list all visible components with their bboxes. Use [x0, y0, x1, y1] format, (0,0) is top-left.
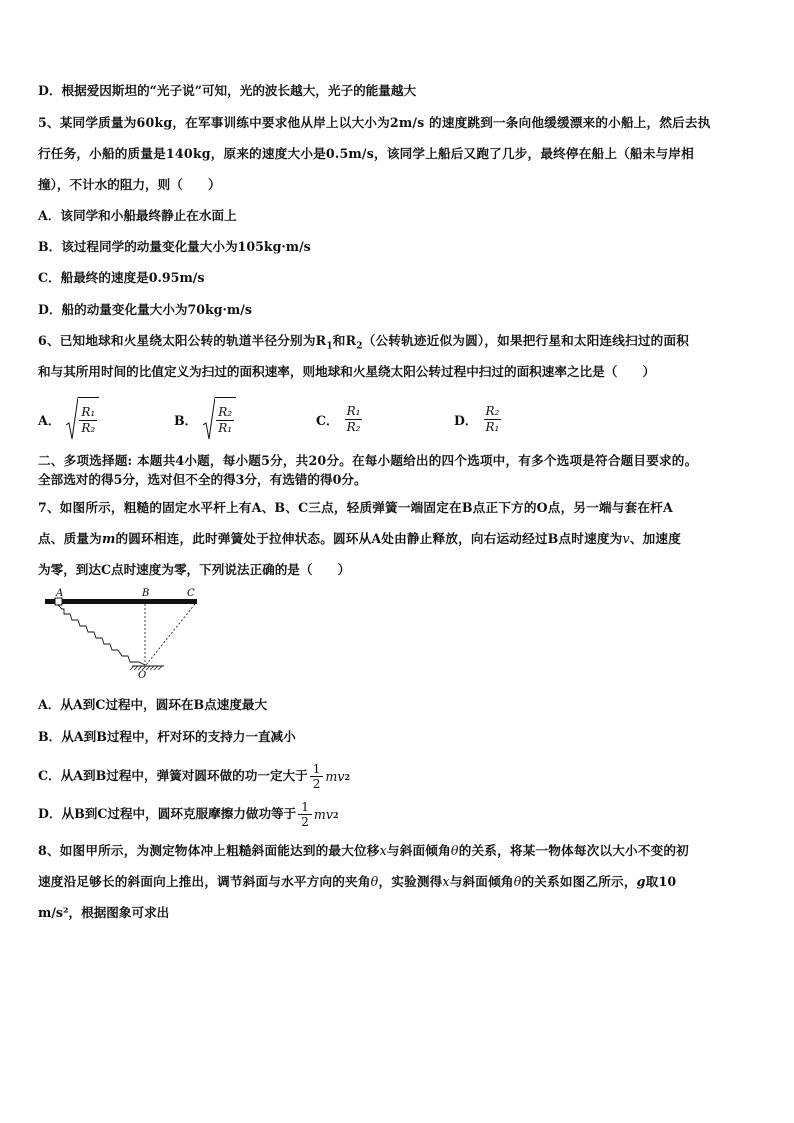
fraction-numerator: 1: [298, 800, 312, 815]
half-mv-squared: [308, 760, 350, 794]
q6-stem-line-2: 和与其所用时间的比值定义为扫过的面积速率，则地球和火星绕太阳公转过程中扫过的面积速率之比是（ ）: [38, 364, 656, 379]
rod: [45, 599, 197, 604]
fraction-numerator: R₁: [81, 405, 96, 419]
fraction-numerator: R₂: [485, 403, 500, 418]
fraction: [79, 405, 97, 436]
q5-stem-line-1: 5、某同学质量为60kg，在军事训练中要求他从岸上以大小为2m/s 的速度跳到一条向他缓缓漂来的小船上，然后去执: [38, 115, 711, 130]
fraction-numerator: R₂: [218, 405, 233, 419]
q7-figure: [42, 585, 207, 680]
fraction-denominator: R₁: [485, 419, 500, 434]
q7-stem-part-a: 点、质量为: [38, 531, 102, 546]
radical-sign-icon: [203, 397, 215, 441]
mass-symbol: m: [101, 531, 116, 546]
theta-symbol: θ: [370, 874, 379, 889]
theta-symbol: θ: [450, 843, 459, 858]
q8-text: ，实验测得: [378, 874, 443, 889]
q8-text: 的关系如图乙所示，: [521, 874, 637, 889]
fraction-denominator: R₁: [218, 421, 233, 435]
theta-symbol: θ: [513, 874, 522, 889]
fraction: [345, 404, 363, 435]
q5-option-c: C．船最终的速度是0.95m/s: [38, 270, 205, 285]
q7-option-b: B．从A到B过程中，杆对环的支持力一直减小: [38, 729, 296, 744]
q8-stem-line-1: [38, 842, 758, 860]
fraction-numerator: 1: [310, 762, 324, 777]
section2-heading-line-1: 二、多项选择题: 本题共4小题，每小题5分，共20分。在每小题给出的四个选项中，有多个选项是符合题目要求的。: [38, 453, 698, 468]
q6-stem-part-a: 6、已知地球和火星绕太阳公转的轨道半径分别为R: [38, 333, 327, 348]
dashed-line-oc: [146, 604, 195, 665]
fraction: [484, 404, 502, 435]
point-o-label: O: [138, 670, 147, 680]
q6-stem-line-1: [38, 332, 758, 356]
q7-option-c-text: C．从A到B过程中，弹簧对圆环做的功一定大于: [38, 768, 308, 783]
q7-option-a: A．从A到C过程中，圆环在B点速度最大: [38, 697, 268, 712]
q6-stem-part-c: （公转轨迹近似为圆），如果把行星和太阳连线扫过的面积: [362, 333, 690, 348]
q6-option-d: [454, 396, 501, 442]
ring: [55, 598, 62, 605]
q5-stem-line-2: 行任务，小船的质量是140kg，原来的速度大小是0.5m/s，该同学上船后又跑了几步，最终停在船上（船未与岸相: [38, 146, 694, 161]
velocity-symbol: v: [622, 531, 630, 546]
mv-symbol: mv: [325, 768, 345, 784]
exponent: 2: [344, 771, 351, 782]
q7-option-d: [38, 797, 758, 831]
radical-sign-icon: [66, 397, 78, 441]
q6-stem-part-b: 和R: [332, 333, 357, 348]
q4-option-d: D．根据爱因斯坦的“光子说”可知，光的波长越大，光子的能量越大: [38, 83, 417, 98]
q5-option-b: B．该过程同学的动量变化量大小为105kg·m/s: [38, 239, 311, 254]
fraction-denominator: 2: [301, 815, 309, 829]
q8-stem-line-2: [38, 873, 758, 891]
spring: [58, 605, 145, 665]
exponent: 2: [332, 809, 339, 820]
subscript-2: 2: [356, 341, 363, 352]
q6-option-d-label: D．: [454, 412, 478, 428]
q8-text: 与斜面倾角: [386, 843, 451, 858]
q5-option-d: D．船的动量变化量大小为70kg·m/s: [38, 302, 252, 317]
q7-option-c: [38, 759, 758, 793]
mv-symbol: mv: [313, 806, 333, 822]
q6-option-a-label: A．: [38, 412, 61, 428]
half-mv-squared: [296, 798, 338, 832]
section2-heading-line-2: 全部选对的得5分，选对但不全的得3分，有选错的得0分。: [38, 472, 367, 487]
q8-text: 与斜面倾角: [449, 874, 514, 889]
q6-option-c: [316, 396, 362, 442]
fraction-numerator: R₁: [346, 403, 361, 418]
fraction-denominator: R₂: [81, 421, 96, 435]
q7-stem-line-1: 7、如图所示，粗糙的固定水平杆上有A、B、C三点，轻质弹簧一端固定在B点正下方的O点，另一端与套在杆A: [38, 500, 673, 515]
q8-text: 8、如图甲所示，为测定物体冲上粗糙斜面能达到的最大位移: [38, 843, 380, 858]
q8-text: 速度沿足够长的斜面向上推出，调节斜面与水平方向的夹角: [38, 874, 371, 889]
g-symbol: g: [636, 874, 646, 889]
fraction: [216, 405, 234, 436]
x-symbol: x: [379, 843, 387, 858]
q6-option-a: [38, 396, 99, 442]
sqrt-radical: [66, 397, 99, 441]
x-symbol: x: [442, 874, 450, 889]
q8-text: 的关系，将某一物体每次以大小不变的初: [458, 843, 689, 858]
point-a-label: A: [56, 588, 64, 599]
q8-text: 取10: [645, 874, 677, 889]
subscript-1: 1: [326, 341, 333, 352]
fraction-denominator: 2: [312, 777, 321, 791]
q7-option-d-text: D．从B到C过程中，圆环克服摩擦力做功等于: [38, 806, 297, 821]
q6-option-b-label: B．: [174, 412, 198, 428]
q6-option-c-label: C．: [316, 412, 339, 428]
sqrt-radical: [203, 397, 236, 441]
q6-options: [38, 396, 758, 446]
point-c-label: C: [187, 588, 195, 599]
q6-option-b: [174, 396, 236, 442]
q7-stem-part-e: 、加速度: [629, 531, 681, 546]
point-b-label: B: [142, 588, 150, 599]
q7-stem-part-c: 的圆环相连，此时弹簧处于拉伸状态。圆环从A处由静止释放，向右运动经过B点时速度为: [115, 531, 623, 546]
q5-stem-line-3: 撞），不计水的阻力，则（ ）: [38, 177, 221, 192]
q7-stem-line-2: [38, 530, 758, 548]
q7-stem-line-3: 为零，到达C点时速度为零，下列说法正确的是（ ）: [38, 562, 351, 577]
fraction-denominator: R₂: [346, 419, 361, 434]
q8-stem-line-3: m/s²，根据图象可求出: [38, 905, 170, 920]
q5-option-a: A．该同学和小船最终静止在水面上: [38, 208, 237, 223]
